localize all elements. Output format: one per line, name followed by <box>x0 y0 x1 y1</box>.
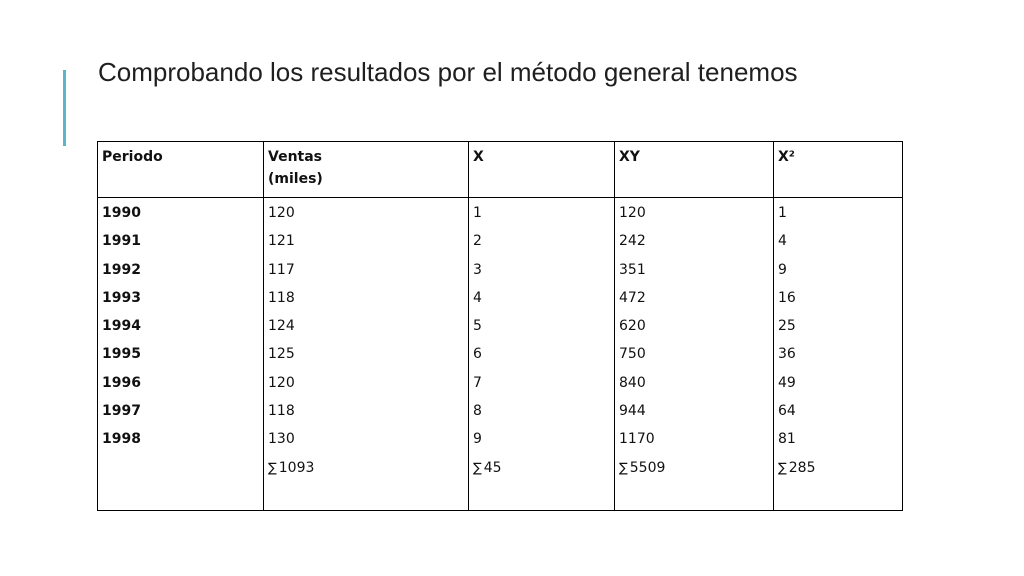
cell-periodo: 1995 <box>102 346 141 363</box>
cell-x2: 4 <box>778 233 787 250</box>
cell-ventas: 117 <box>268 261 295 278</box>
cell-periodo: 1991 <box>102 233 141 250</box>
sum-x <box>473 454 614 482</box>
cell-x: 8 <box>473 403 482 420</box>
cell-x2: 25 <box>778 318 796 335</box>
x2-column <box>774 198 903 511</box>
cell-periodo: 1996 <box>102 374 141 391</box>
cell-x2: 81 <box>778 431 796 448</box>
cell-x: 6 <box>473 346 482 363</box>
cell-ventas: 124 <box>268 318 295 335</box>
cell-ventas: 125 <box>268 346 295 363</box>
cell-ventas: 118 <box>268 403 295 420</box>
sum-xy <box>619 454 773 482</box>
cell-x: 3 <box>473 261 482 278</box>
cell-x: 7 <box>473 374 482 391</box>
cell-x: 2 <box>473 233 482 250</box>
cell-x2: 36 <box>778 346 796 363</box>
cell-xy: 472 <box>619 289 646 306</box>
cell-xy: 1170 <box>619 431 655 448</box>
cell-x2: 64 <box>778 403 796 420</box>
header-periodo: Periodo <box>98 142 264 198</box>
sigma-icon: ∑ <box>619 460 628 476</box>
sum-value: 45 <box>483 459 502 476</box>
cell-xy: 620 <box>619 318 646 335</box>
title-accent-bar <box>63 70 66 146</box>
cell-x: 1 <box>473 205 482 221</box>
cell-periodo: 1997 <box>102 403 141 420</box>
sigma-icon: ∑ <box>778 460 787 476</box>
cell-xy: 750 <box>619 346 646 363</box>
cell-xy: 944 <box>619 403 646 420</box>
header-x: X <box>469 142 615 198</box>
header-ventas-unit: (miles) <box>268 171 323 187</box>
sigma-icon: ∑ <box>473 460 482 476</box>
header-ventas <box>264 142 469 198</box>
cell-ventas: 130 <box>268 431 295 448</box>
cell-ventas: 120 <box>268 205 295 221</box>
xy-column <box>615 198 774 511</box>
cell-xy: 242 <box>619 233 646 250</box>
cell-ventas: 118 <box>268 289 295 306</box>
ventas-column <box>264 198 469 511</box>
cell-x2: 9 <box>778 261 787 278</box>
cell-x: 4 <box>473 289 482 306</box>
cell-x: 5 <box>473 318 482 335</box>
x-column <box>469 198 615 511</box>
cell-xy: 120 <box>619 205 646 221</box>
cell-periodo: 1993 <box>102 289 141 306</box>
sum-value: 5509 <box>629 459 666 476</box>
cell-periodo: 1990 <box>102 205 141 221</box>
cell-periodo: 1998 <box>102 431 141 448</box>
cell-periodo: 1992 <box>102 261 141 278</box>
header-x2: X² <box>774 142 903 198</box>
sum-ventas <box>268 454 468 482</box>
sum-value: 1093 <box>278 459 315 476</box>
sigma-icon: ∑ <box>268 460 277 476</box>
table-header-row <box>98 142 903 198</box>
cell-ventas: 121 <box>268 233 295 250</box>
cell-ventas: 120 <box>268 374 295 391</box>
slide-title: Comprobando los resultados por el método general tenemos <box>98 57 798 88</box>
cell-x2: 1 <box>778 205 787 221</box>
cell-x: 9 <box>473 431 482 448</box>
cell-x2: 49 <box>778 374 796 391</box>
sum-value: 285 <box>788 459 816 476</box>
cell-xy: 351 <box>619 261 646 278</box>
sum-x2 <box>778 454 902 482</box>
periodo-column <box>98 198 264 511</box>
cell-periodo: 1994 <box>102 318 141 335</box>
cell-xy: 840 <box>619 374 646 391</box>
table-body-row <box>98 198 903 511</box>
header-ventas-label: Ventas <box>268 149 323 165</box>
cell-x2: 16 <box>778 289 796 306</box>
regression-table <box>97 141 903 511</box>
header-xy: XY <box>615 142 774 198</box>
